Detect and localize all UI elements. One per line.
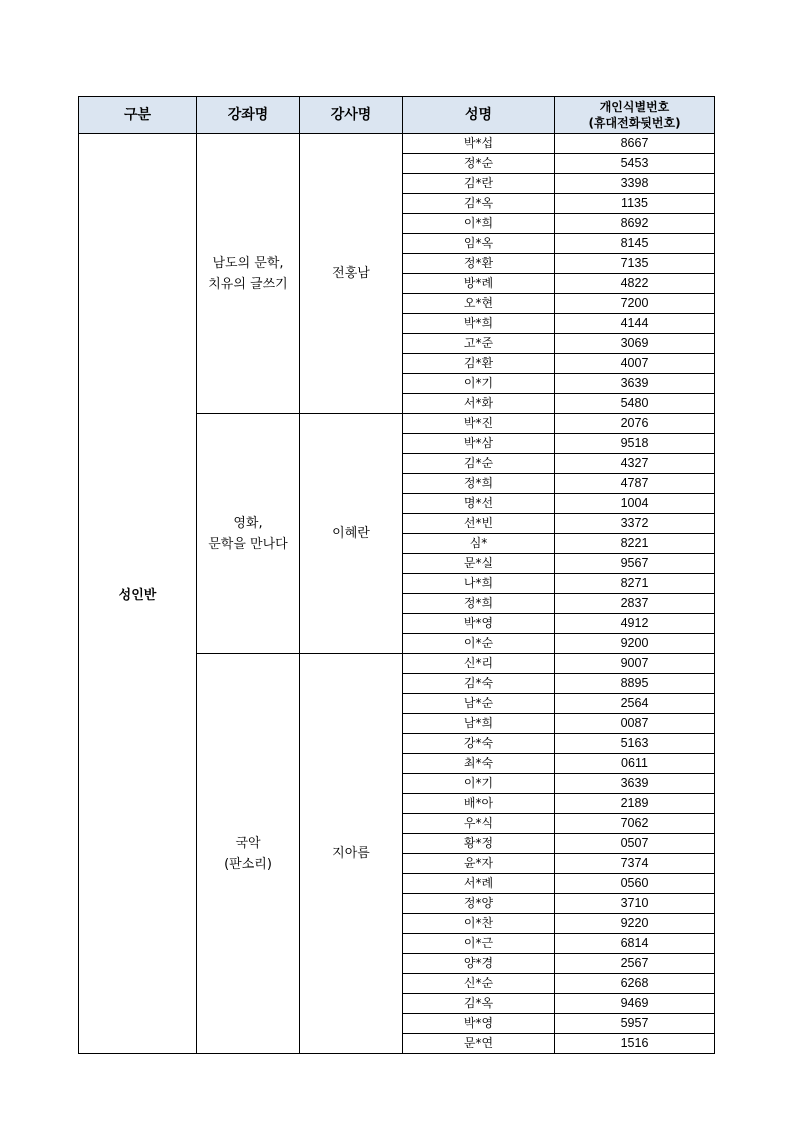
name-cell: 박*희 (403, 314, 555, 334)
name-cell: 서*례 (403, 874, 555, 894)
id-cell: 0507 (555, 834, 715, 854)
name-cell: 임*옥 (403, 234, 555, 254)
id-cell: 4787 (555, 474, 715, 494)
header-category: 구분 (79, 97, 197, 134)
header-instructor: 강사명 (300, 97, 403, 134)
course-line: 국악 (235, 835, 261, 851)
name-cell: 김*옥 (403, 194, 555, 214)
id-cell: 2837 (555, 594, 715, 614)
id-cell: 7135 (555, 254, 715, 274)
id-cell: 1516 (555, 1034, 715, 1054)
name-cell: 김*란 (403, 174, 555, 194)
name-cell: 정*양 (403, 894, 555, 914)
name-cell: 이*기 (403, 374, 555, 394)
course-cell (197, 134, 300, 414)
name-cell: 김*숙 (403, 674, 555, 694)
name-cell: 이*희 (403, 214, 555, 234)
course-cell (197, 654, 300, 1054)
id-cell: 4912 (555, 614, 715, 634)
name-cell: 오*현 (403, 294, 555, 314)
id-cell: 1135 (555, 194, 715, 214)
id-cell: 1004 (555, 494, 715, 514)
name-cell: 박*섭 (403, 134, 555, 154)
name-cell: 우*식 (403, 814, 555, 834)
id-cell: 2564 (555, 694, 715, 714)
id-cell: 4327 (555, 454, 715, 474)
name-cell: 박*영 (403, 1014, 555, 1034)
name-cell: 김*옥 (403, 994, 555, 1014)
name-cell: 명*선 (403, 494, 555, 514)
id-cell: 8145 (555, 234, 715, 254)
name-cell: 나*희 (403, 574, 555, 594)
header-id-line1: 개인식별번호 (599, 100, 670, 114)
name-cell: 박*삼 (403, 434, 555, 454)
name-cell: 서*화 (403, 394, 555, 414)
id-cell: 3372 (555, 514, 715, 534)
id-cell: 4007 (555, 354, 715, 374)
name-cell: 남*순 (403, 694, 555, 714)
id-cell: 4144 (555, 314, 715, 334)
id-cell: 8692 (555, 214, 715, 234)
name-cell: 황*정 (403, 834, 555, 854)
name-cell: 강*숙 (403, 734, 555, 754)
name-cell: 고*준 (403, 334, 555, 354)
name-cell: 이*순 (403, 634, 555, 654)
id-cell: 9007 (555, 654, 715, 674)
id-cell: 8667 (555, 134, 715, 154)
name-cell: 방*례 (403, 274, 555, 294)
name-cell: 양*경 (403, 954, 555, 974)
id-cell: 0560 (555, 874, 715, 894)
name-cell: 정*희 (403, 474, 555, 494)
course-line: 치유의 글쓰기 (208, 276, 288, 292)
name-cell: 신*순 (403, 974, 555, 994)
header-name: 성명 (403, 97, 555, 134)
id-cell: 9220 (555, 914, 715, 934)
name-cell: 이*기 (403, 774, 555, 794)
id-cell: 8221 (555, 534, 715, 554)
id-cell: 5957 (555, 1014, 715, 1034)
id-cell: 9567 (555, 554, 715, 574)
id-cell: 5163 (555, 734, 715, 754)
id-cell: 3639 (555, 374, 715, 394)
header-id-line2: (휴대전화뒷번호) (588, 116, 681, 130)
id-cell: 8271 (555, 574, 715, 594)
id-cell: 6814 (555, 934, 715, 954)
name-cell: 박*영 (403, 614, 555, 634)
name-cell: 문*연 (403, 1034, 555, 1054)
id-cell: 2189 (555, 794, 715, 814)
name-cell: 정*순 (403, 154, 555, 174)
name-cell: 심* (403, 534, 555, 554)
id-cell: 6268 (555, 974, 715, 994)
id-cell: 7062 (555, 814, 715, 834)
header-id (555, 97, 715, 134)
category-cell: 성인반 (79, 134, 197, 1054)
id-cell: 0087 (555, 714, 715, 734)
name-cell: 남*희 (403, 714, 555, 734)
id-cell: 3069 (555, 334, 715, 354)
course-line: (판소리) (224, 856, 272, 872)
name-cell: 김*순 (403, 454, 555, 474)
name-cell: 배*아 (403, 794, 555, 814)
header-row (79, 97, 715, 134)
id-cell: 9518 (555, 434, 715, 454)
id-cell: 5453 (555, 154, 715, 174)
id-cell: 7374 (555, 854, 715, 874)
id-cell: 2076 (555, 414, 715, 434)
id-cell: 0611 (555, 754, 715, 774)
course-line: 문학을 만나다 (208, 536, 288, 552)
name-cell: 최*숙 (403, 754, 555, 774)
id-cell: 9469 (555, 994, 715, 1014)
roster-table (78, 96, 715, 1054)
name-cell: 정*희 (403, 594, 555, 614)
name-cell: 이*근 (403, 934, 555, 954)
id-cell: 8895 (555, 674, 715, 694)
id-cell: 3398 (555, 174, 715, 194)
id-cell: 2567 (555, 954, 715, 974)
instructor-cell: 이혜란 (300, 414, 403, 654)
id-cell: 3639 (555, 774, 715, 794)
table-row (79, 134, 715, 154)
name-cell: 박*진 (403, 414, 555, 434)
name-cell: 이*찬 (403, 914, 555, 934)
name-cell: 윤*자 (403, 854, 555, 874)
header-course: 강좌명 (197, 97, 300, 134)
name-cell: 신*리 (403, 654, 555, 674)
course-line: 영화, (233, 515, 263, 531)
id-cell: 7200 (555, 294, 715, 314)
course-cell (197, 414, 300, 654)
id-cell: 9200 (555, 634, 715, 654)
name-cell: 정*환 (403, 254, 555, 274)
id-cell: 5480 (555, 394, 715, 414)
name-cell: 김*환 (403, 354, 555, 374)
roster-body (79, 134, 715, 1054)
name-cell: 문*실 (403, 554, 555, 574)
instructor-cell: 지아름 (300, 654, 403, 1054)
name-cell: 선*빈 (403, 514, 555, 534)
id-cell: 3710 (555, 894, 715, 914)
course-line: 남도의 문학, (212, 255, 284, 271)
instructor-cell: 전홍남 (300, 134, 403, 414)
id-cell: 4822 (555, 274, 715, 294)
